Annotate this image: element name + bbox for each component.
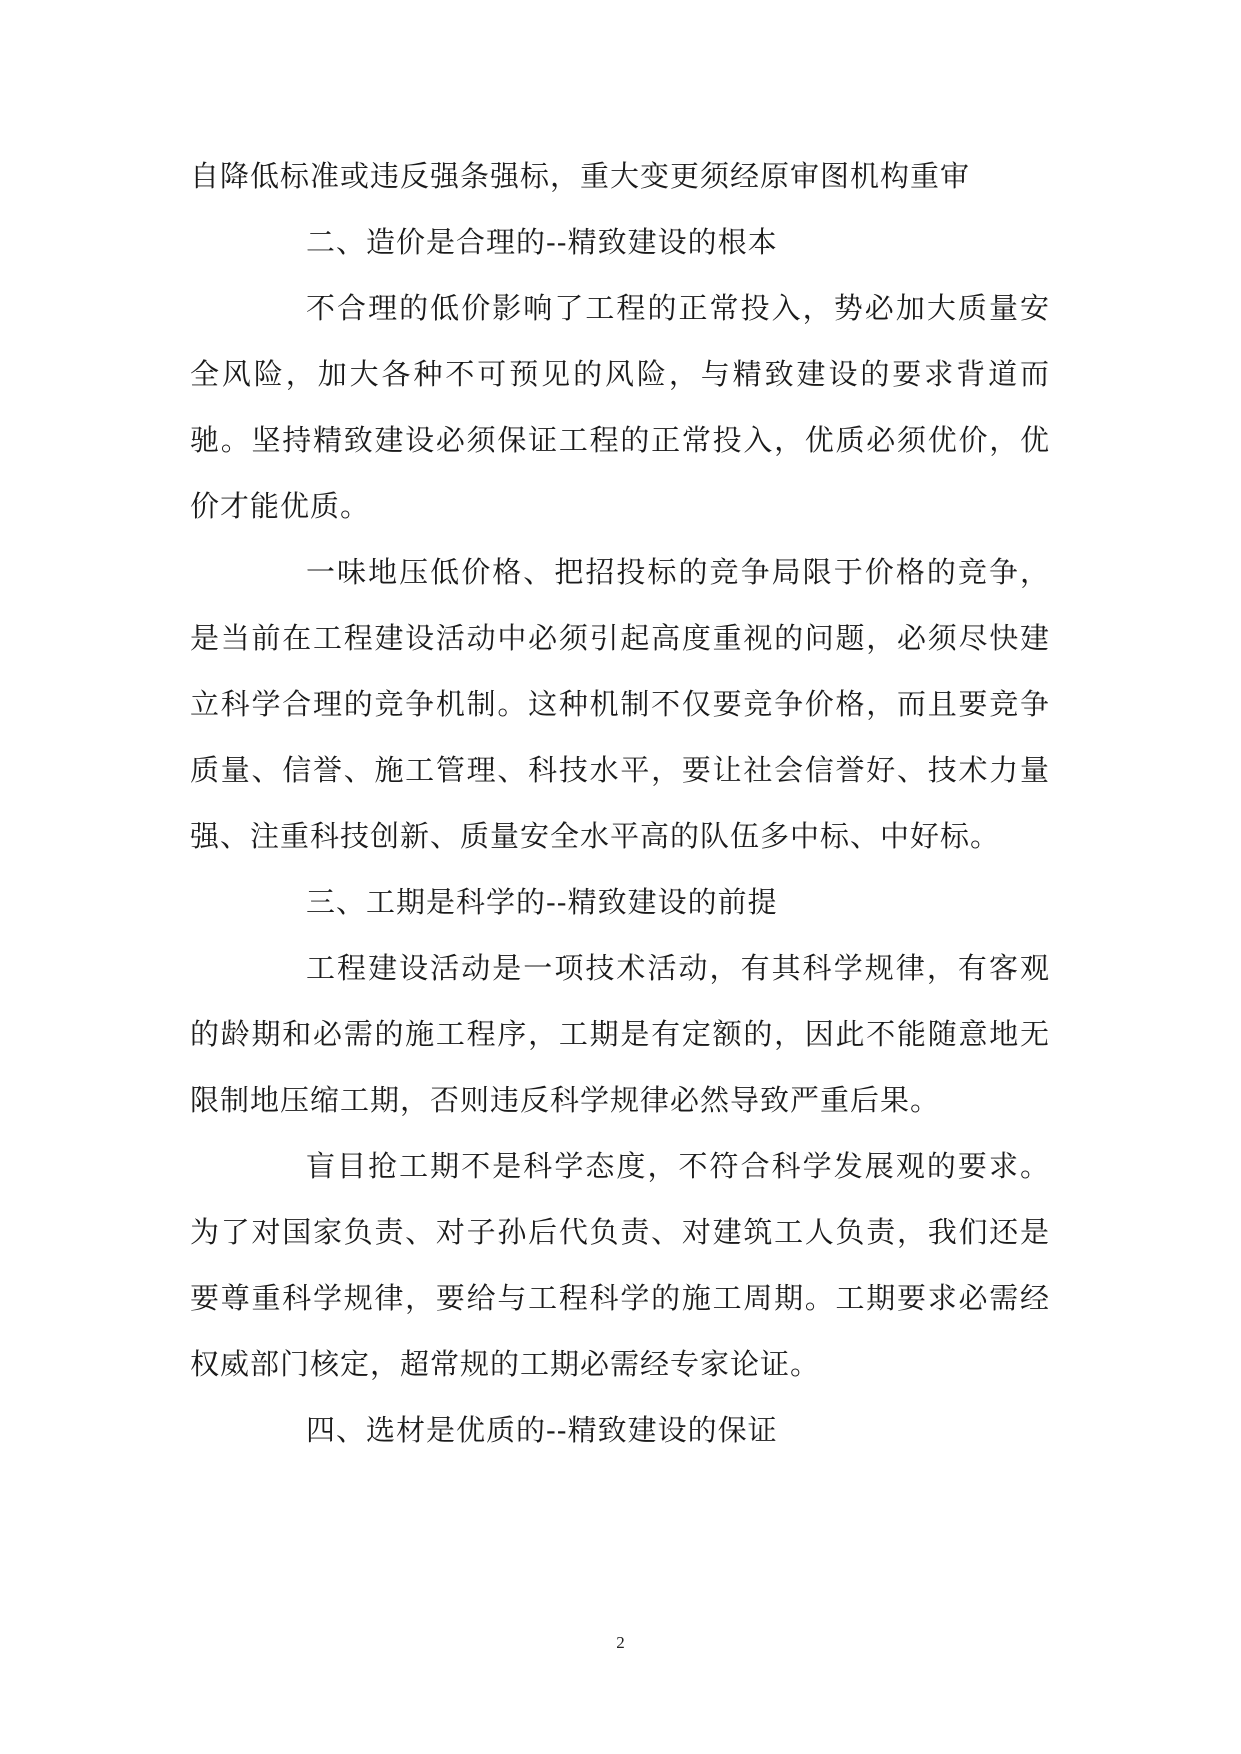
- section-heading-materials: 四、选材是优质的--精致建设的保证: [306, 1413, 778, 1447]
- paragraph: 一味地压低价格、把招投标的竞争局限于价格的竞争，是当前在工程建设活动中必须引起高度重视的问题，必须尽快建立科学合理的竞争机制。这种机制不仅要竞争价格，而且要竞争质量、信誉、施工管理、科技水平，要让社会信誉好、技术力量强、注重科技创新、质量安全水平高的队伍多中标、中好标。: [190, 555, 1050, 853]
- paragraph-continuation: 自降低标准或违反强条强标，重大变更须经原审图机构重审: [190, 159, 971, 193]
- page-number: 2: [616, 1633, 625, 1652]
- paragraph: 盲目抢工期不是科学态度，不符合科学发展观的要求。为了对国家负责、对子孙后代负责、对建筑工人负责，我们还是要尊重科学规律，要给与工程科学的施工周期。工期要求必需经权威部门核定，超常规的工期必需经专家论证。: [190, 1149, 1050, 1381]
- section-heading-cost: 二、造价是合理的--精致建设的根本: [306, 225, 778, 259]
- paragraph: 不合理的低价影响了工程的正常投入，势必加大质量安全风险，加大各种不可预见的风险，与精致建设的要求背道而驰。坚持精致建设必须保证工程的正常投入，优质必须优价，优价才能优质。: [190, 291, 1050, 523]
- paragraph: 工程建设活动是一项技术活动，有其科学规律，有客观的龄期和必需的施工程序，工期是有定额的，因此不能随意地无限制地压缩工期，否则违反科学规律必然导致严重后果。: [190, 951, 1050, 1117]
- document-body: [190, 143, 1050, 1463]
- section-heading-schedule: 三、工期是科学的--精致建设的前提: [306, 885, 778, 919]
